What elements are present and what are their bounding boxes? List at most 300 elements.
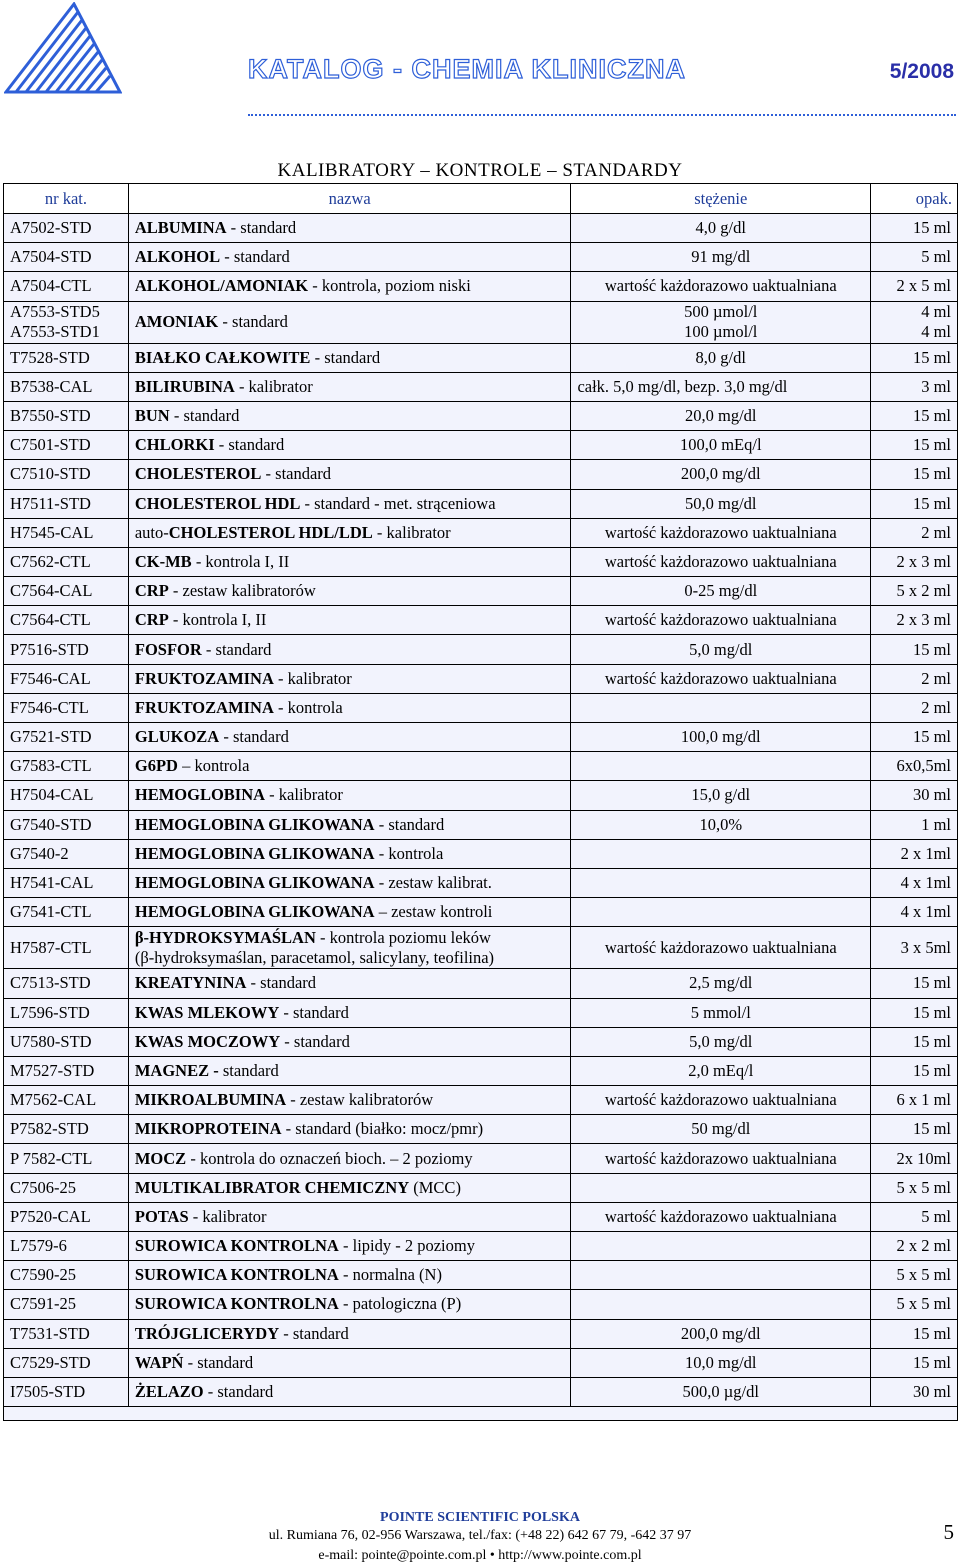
product-description: - standard (279, 1323, 349, 1343)
package-size: 15 ml (912, 464, 951, 484)
product-description: - standard (280, 1031, 350, 1051)
product-description: - standard (183, 1352, 254, 1372)
product-description: - standard (261, 464, 332, 484)
concentration-cell (571, 547, 871, 576)
package-size: 30 ml (912, 1382, 951, 1402)
product-name-line (135, 973, 316, 992)
catalog-number-cell (4, 969, 129, 998)
package-size: 15 ml (912, 1119, 951, 1139)
catalog-number-cell (4, 1027, 129, 1056)
section-title: KALIBRATORY – KONTROLE – STANDARDY (277, 160, 683, 181)
package-size: 5 ml (921, 1206, 951, 1226)
table-row (4, 664, 958, 693)
concentration-cell (571, 1056, 871, 1085)
product-name-line (135, 523, 451, 542)
table-row (4, 1377, 958, 1406)
concentration-value: 100,0 mg/dl (680, 727, 761, 747)
table-row (4, 1027, 958, 1056)
catalog-number: C7529-STD (10, 1352, 91, 1372)
product-name-cell (128, 243, 571, 272)
table-row (4, 839, 958, 868)
concentration-value: wartość każdorazowo uaktualniana (604, 937, 837, 957)
product-name-cell (128, 1115, 571, 1144)
package-size: 15 ml (912, 1352, 951, 1372)
catalog-number-cell (4, 518, 129, 547)
catalog-number: P7582-STD (10, 1119, 89, 1139)
column-header-concentration: stężenie (571, 184, 871, 214)
product-name: CRP (134, 610, 169, 630)
product-name: HEMOGLOBINA GLIKOWANA (134, 902, 375, 922)
table-row (4, 431, 958, 460)
package-cell (871, 372, 958, 401)
concentration-value: 8,0 g/dl (695, 347, 746, 367)
catalog-number: B7538-CAL (10, 376, 93, 396)
catalog-number-cell (4, 1202, 129, 1231)
product-name: BILIRUBINA (134, 376, 235, 396)
package-cell (871, 401, 958, 430)
product-name: CRP (134, 581, 169, 601)
product-description: - lipidy - 2 poziomy (338, 1236, 475, 1256)
concentration-cell (571, 1290, 871, 1319)
product-name-cell (128, 969, 571, 998)
product-description: (MCC) (409, 1177, 461, 1197)
table-row (4, 606, 958, 635)
product-name-line (135, 348, 380, 367)
catalog-number: P7516-STD (10, 639, 89, 659)
package-size: 4 x 1ml (900, 902, 951, 922)
catalog-number: C7564-CTL (10, 610, 91, 630)
column-header-package: opak. (871, 184, 958, 214)
catalog-number: M7562-CAL (10, 1090, 97, 1110)
catalog-number: C7501-STD (10, 435, 91, 455)
product-name: CK-MB (134, 551, 192, 571)
package-cell (871, 723, 958, 752)
product-name-cell (128, 518, 571, 547)
catalog-number-cell (4, 460, 129, 489)
product-name-cell (128, 547, 571, 576)
catalog-number: H7545-CAL (10, 522, 94, 542)
table-row (4, 1232, 958, 1261)
product-name-line (135, 698, 343, 717)
concentration-value: wartość każdorazowo uaktualniana (604, 1148, 837, 1168)
catalog-number-cell (4, 839, 129, 868)
product-name: G6PD (134, 756, 178, 776)
footer-contact: e-mail: pointe@pointe.com.pl • http://www.pointe.com.pl (318, 1548, 642, 1563)
package-cell (871, 927, 958, 969)
product-name-cell (128, 927, 571, 969)
table-row (4, 693, 958, 722)
package-cell (871, 343, 958, 372)
product-name: KWAS MOCZOWY (134, 1031, 281, 1051)
catalog-number: C7510-STD (10, 464, 91, 484)
product-name: CHOLESTEROL (134, 464, 262, 484)
product-description: - standard - met. strąceniowa (300, 493, 496, 513)
catalog-number: G7541-CTL (10, 902, 92, 922)
catalog-number-cell (4, 752, 129, 781)
product-description: - standard (226, 218, 297, 238)
product-name: MOCZ (134, 1148, 187, 1168)
concentration-value: całk. 5,0 mg/dl, bezp. 3,0 mg/dl (577, 376, 788, 396)
package-cell (871, 810, 958, 839)
concentration-cell (571, 606, 871, 635)
product-name-cell (128, 693, 571, 722)
product-name-line (135, 1178, 461, 1197)
concentration-value: 10,0 mg/dl (685, 1352, 757, 1372)
product-name: ŻELAZO (134, 1382, 204, 1402)
concentration-value: wartość każdorazowo uaktualniana (604, 551, 837, 571)
package-cell (871, 781, 958, 810)
table-row (4, 810, 958, 839)
product-description: - standard (201, 639, 272, 659)
package-size: 15 ml (912, 1060, 951, 1080)
package-cell (871, 868, 958, 897)
package-size: 15 ml (912, 406, 951, 426)
catalog-number: P7520-CAL (10, 1206, 91, 1226)
catalog-number-cell (4, 664, 129, 693)
package-cell (871, 1027, 958, 1056)
product-name-line (135, 1382, 273, 1401)
package-cell (871, 1144, 958, 1173)
catalog-number: C7564-CAL (10, 581, 93, 601)
concentration-cell (571, 460, 871, 489)
package-size: 6x0,5ml (896, 756, 951, 776)
catalog-number: L7596-STD (10, 1002, 90, 1022)
package-cell (871, 1056, 958, 1085)
product-description: - standard (279, 1002, 349, 1022)
package-size: 2 x 5 ml (896, 276, 951, 296)
product-description: - kontrola poziomu leków (315, 927, 491, 947)
catalog-number-cell (4, 635, 129, 664)
catalog-number: H7587-CTL (10, 937, 92, 957)
catalog-number-cell (4, 723, 129, 752)
concentration-value: wartość każdorazowo uaktualniana (604, 522, 837, 542)
package-cell (871, 489, 958, 518)
package-cell (871, 839, 958, 868)
product-description: - standard (214, 435, 285, 455)
column-header-name: nazwa (128, 184, 571, 214)
product-name: HEMOGLOBINA GLIKOWANA (134, 843, 375, 863)
concentration-cell (571, 1115, 871, 1144)
concentration-value: 50 mg/dl (691, 1119, 751, 1139)
concentration-cell (571, 431, 871, 460)
package-size: 30 ml (912, 785, 951, 805)
table-row (4, 723, 958, 752)
package-size: 15 ml (912, 727, 951, 747)
product-description: - normalna (N) (338, 1265, 442, 1285)
package-size: 4 ml (921, 302, 951, 322)
product-description: - kontrola I, II (191, 551, 290, 571)
table-row (4, 1202, 958, 1231)
product-name-line (135, 312, 288, 331)
product-name: MIKROPROTEINA (134, 1119, 282, 1139)
table-row (4, 577, 958, 606)
catalog-number: A7553-STD5 (10, 302, 100, 322)
package-cell (871, 635, 958, 664)
concentration-value: 20,0 mg/dl (685, 406, 757, 426)
product-name-line (135, 1294, 461, 1313)
catalog-number: I7505-STD (10, 1382, 86, 1402)
table-row (4, 635, 958, 664)
catalog-number-cell (4, 693, 129, 722)
product-name-cell (128, 272, 571, 301)
package-size: 15 ml (912, 218, 951, 238)
concentration-cell (571, 518, 871, 547)
table-row (4, 401, 958, 430)
catalog-number-cell (4, 998, 129, 1027)
product-name-line (135, 1265, 442, 1284)
product-name-cell (128, 577, 571, 606)
table-row (4, 868, 958, 897)
catalog-number-cell (4, 272, 129, 301)
catalog-number: T7528-STD (10, 347, 90, 367)
product-name: MULTIKALIBRATOR CHEMICZNY (134, 1177, 410, 1197)
product-description: - zestaw kalibratorów (286, 1090, 434, 1110)
product-name-line (135, 1149, 473, 1168)
product-name-line (135, 1236, 475, 1255)
concentration-value: wartość każdorazowo uaktualniana (604, 610, 837, 630)
package-cell (871, 460, 958, 489)
product-name-cell (128, 460, 571, 489)
product-description: - standard (374, 814, 445, 834)
concentration-value: 5,0 mg/dl (689, 639, 753, 659)
concentration-cell (571, 723, 871, 752)
table-row (4, 547, 958, 576)
catalog-number-cell (4, 1319, 129, 1348)
catalog-number: G7521-STD (10, 727, 92, 747)
table-row (4, 1261, 958, 1290)
concentration-value: 200,0 mg/dl (680, 1323, 761, 1343)
product-name-cell (128, 1173, 571, 1202)
product-name-cell (128, 301, 571, 343)
catalog-number: T7531-STD (10, 1323, 90, 1343)
concentration-cell (571, 1319, 871, 1348)
concentration-cell (571, 272, 871, 301)
product-name-cell (128, 810, 571, 839)
package-cell (871, 301, 958, 343)
catalog-number: L7579-6 (10, 1236, 67, 1256)
table-row (4, 1144, 958, 1173)
catalog-number: C7591-25 (10, 1294, 76, 1314)
package-size: 15 ml (912, 1031, 951, 1051)
catalog-number-cell (4, 547, 129, 576)
product-name-line (135, 276, 471, 295)
product-name: CHOLESTEROL HDL (134, 493, 301, 513)
package-cell (871, 272, 958, 301)
concentration-cell (571, 868, 871, 897)
concentration-cell (571, 998, 871, 1027)
package-size: 15 ml (912, 973, 951, 993)
concentration-cell (571, 1377, 871, 1406)
catalog-number: H7504-CAL (10, 785, 94, 805)
concentration-cell (571, 1144, 871, 1173)
package-size: 4 ml (921, 322, 951, 342)
product-name-cell (128, 635, 571, 664)
issue-date: 5/2008 (889, 60, 954, 83)
product-name-line (135, 669, 352, 688)
product-name-line (135, 815, 444, 834)
product-description: - kalibrator (188, 1206, 267, 1226)
table-row (4, 460, 958, 489)
table-row (4, 1115, 958, 1144)
product-name-cell (128, 401, 571, 430)
product-name-cell (128, 489, 571, 518)
catalog-number-cell (4, 898, 129, 927)
product-name-line (135, 1353, 253, 1372)
product-description: – kontrola (177, 756, 250, 776)
product-name-line (135, 1003, 349, 1022)
package-size: 2 ml (921, 522, 951, 542)
concentration-value: 15,0 g/dl (691, 785, 751, 805)
product-description: - standard (310, 347, 381, 367)
header-divider (248, 114, 956, 116)
package-cell (871, 752, 958, 781)
product-description-extra: (β-hydroksymaślan, paracetamol, salicylany, teofilina) (134, 947, 495, 967)
product-name-cell (128, 898, 571, 927)
concentration-value: 5 mmol/l (690, 1002, 751, 1022)
table-row (4, 998, 958, 1027)
catalog-number-cell (4, 401, 129, 430)
product-name: HEMOGLOBINA (134, 785, 266, 805)
package-size: 5 x 5 ml (896, 1177, 951, 1197)
product-description: - standard (246, 973, 317, 993)
package-size: 2 x 2 ml (896, 1236, 951, 1256)
table-row (4, 1086, 958, 1115)
product-name-cell (128, 1086, 571, 1115)
package-size: 4 x 1ml (900, 873, 951, 893)
catalog-number-cell (4, 1144, 129, 1173)
catalog-number: G7540-2 (10, 843, 69, 863)
product-name: ALBUMINA (134, 218, 227, 238)
catalog-number-cell (4, 577, 129, 606)
product-name: β-HYDROKSYMAŚLAN (134, 927, 316, 947)
product-name-cell (128, 723, 571, 752)
product-name-cell (128, 1377, 571, 1406)
page-header (0, 0, 960, 130)
product-name: CHOLESTEROL HDL/LDL (168, 522, 373, 542)
page-footer (0, 1508, 960, 1568)
product-name-line (135, 785, 343, 804)
product-name-line (135, 873, 492, 892)
package-cell (871, 1115, 958, 1144)
product-description: - kontrola (374, 843, 444, 863)
product-name: SUROWICA KONTROLNA (134, 1236, 339, 1256)
package-cell (871, 898, 958, 927)
product-description: - zestaw kalibratorów (168, 581, 316, 601)
product-name: AMONIAK (134, 312, 219, 332)
concentration-cell (571, 898, 871, 927)
product-description: - standard (169, 406, 240, 426)
catalog-number: F7546-CTL (10, 697, 89, 717)
product-name-cell (128, 343, 571, 372)
catalog-number: H7511-STD (10, 493, 91, 513)
catalog-number-cell (4, 1173, 129, 1202)
product-name: ALKOHOL/AMONIAK (134, 276, 309, 296)
concentration-value: 200,0 mg/dl (680, 464, 761, 484)
package-size: 2 ml (921, 697, 951, 717)
product-description: - kontrola I, II (168, 610, 267, 630)
package-size: 15 ml (912, 435, 951, 455)
catalog-number: C7562-CTL (10, 551, 91, 571)
table-row (4, 518, 958, 547)
table-row (4, 1056, 958, 1085)
concentration-value: 2,0 mEq/l (688, 1060, 754, 1080)
product-name-cell (128, 998, 571, 1027)
table-row (4, 927, 958, 969)
product-name-cell (128, 781, 571, 810)
concentration-value: wartość każdorazowo uaktualniana (604, 1090, 837, 1110)
product-name-line (135, 1119, 483, 1138)
product-name-line (135, 1032, 350, 1051)
concentration-cell (571, 1261, 871, 1290)
catalog-number-cell (4, 1086, 129, 1115)
catalog-number: M7527-STD (10, 1060, 95, 1080)
catalog-number: P 7582-CTL (10, 1148, 93, 1168)
concentration-cell (571, 489, 871, 518)
product-name: FRUKTOZAMINA (134, 697, 274, 717)
concentration-cell (571, 1086, 871, 1115)
product-description: - standard (219, 727, 289, 747)
concentration-value: 100,0 mEq/l (679, 435, 762, 455)
package-size: 5 x 5 ml (896, 1265, 951, 1285)
product-name-line (135, 464, 331, 483)
table-row (4, 243, 958, 272)
package-cell (871, 431, 958, 460)
product-description: - kalibrator (265, 785, 343, 805)
catalog-number-cell (4, 243, 129, 272)
footer-address: ul. Rumiana 76, 02-956 Warszawa, tel./fax: (+48 22) 642 67 79, -642 37 97 (268, 1528, 692, 1543)
product-name: ALKOHOL (134, 247, 221, 267)
column-header-code: nr kat. (4, 184, 129, 214)
product-name-cell (128, 431, 571, 460)
package-cell (871, 518, 958, 547)
catalog-number-cell (4, 781, 129, 810)
package-size: 5 ml (921, 247, 951, 267)
catalog-number-cell (4, 1290, 129, 1319)
package-size: 3 x 5ml (900, 937, 951, 957)
product-description: - kalibrator (273, 668, 352, 688)
concentration-cell (571, 577, 871, 606)
package-size: 15 ml (912, 1002, 951, 1022)
package-cell (871, 998, 958, 1027)
concentration-cell (571, 372, 871, 401)
product-description: - patologiczna (P) (338, 1294, 462, 1314)
table-row (4, 214, 958, 243)
package-cell (871, 547, 958, 576)
package-size: 6 x 1 ml (896, 1090, 951, 1110)
concentration-cell (571, 243, 871, 272)
concentration-cell (571, 1348, 871, 1377)
package-size: 2 x 3 ml (896, 551, 951, 571)
product-name-line (135, 640, 272, 659)
product-name: GLUKOZA (134, 727, 220, 747)
catalog-number-cell (4, 489, 129, 518)
product-description: – zestaw kontroli (374, 902, 493, 922)
catalog-number-cell (4, 1261, 129, 1290)
catalog-number: G7583-CTL (10, 756, 92, 776)
product-name: BUN (134, 406, 170, 426)
product-name-cell (128, 1319, 571, 1348)
concentration-cell (571, 635, 871, 664)
concentration-cell (571, 664, 871, 693)
product-name: MIKROALBUMINA (134, 1090, 287, 1110)
catalog-number: A7504-CTL (10, 276, 92, 296)
table-row (4, 969, 958, 998)
product-name: BIAŁKO CAŁKOWITE (134, 347, 311, 367)
catalog-number: C7590-25 (10, 1265, 76, 1285)
product-name-cell (128, 1027, 571, 1056)
table-row (4, 781, 958, 810)
catalog-number-cell (4, 1348, 129, 1377)
